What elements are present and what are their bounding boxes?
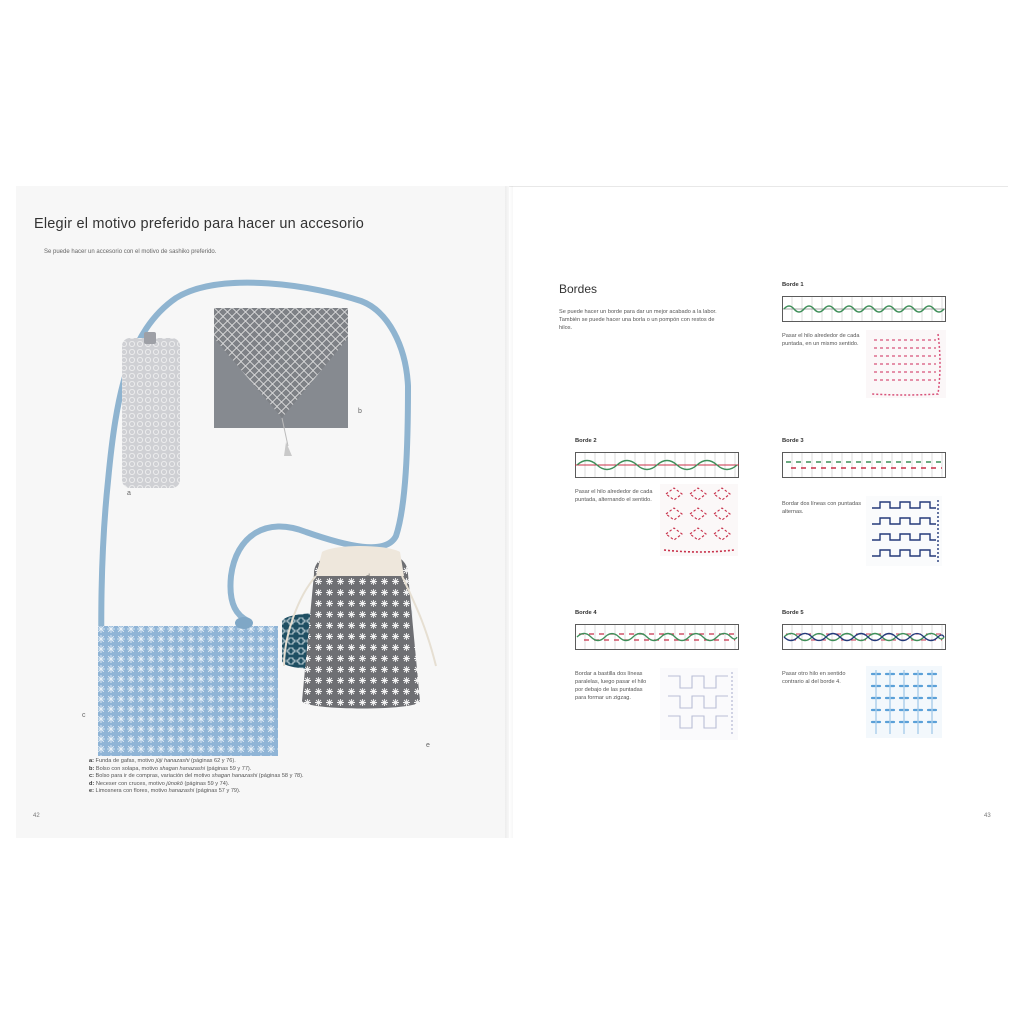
accessories-photo [16,276,509,756]
border-1-label: Borde 1 [782,282,804,288]
caption-e: e: Limosnera con flores, motivo hanazashi (páginas 57 y 79). [89,788,241,795]
caption-a: a: Funda de gafas, motivo jūji hanazashi (páginas 62 y 76). [89,758,236,764]
border-3-label: Borde 3 [782,438,804,444]
photo-letter-b: b [358,408,362,415]
glasses-case [122,332,180,488]
flap-bag [214,308,348,456]
border-5-label: Borde 5 [782,610,804,616]
border-2-swatch [660,484,738,556]
section-intro: Se puede hacer un borde para dar un mejor acabado a la labor. También se puede hacer una borla o un pompón con restos de hilos. [559,309,717,331]
page-number-left: 42 [33,813,40,819]
border-4-swatch [660,668,738,740]
border-1-diagram [782,296,946,322]
border-5-swatch [866,666,942,738]
photo-letter-c: c [82,712,86,719]
caption-b: b: Bolso con solapa, motivo shagan hanazashi (páginas 59 y 77). [89,765,252,772]
shopping-bag [98,626,278,756]
border-2-label: Borde 2 [575,438,597,444]
photo-captions [89,758,304,796]
page-number-right: 43 [984,813,991,819]
border-4-desc: Bordar a bastilla dos líneas paralelas, luego pasar el hilo por debajo de las puntadas para formar un zigzag. [575,671,647,701]
photo-letter-e: e [426,742,430,749]
border-3-desc: Bordar dos líneas con puntadas alternas. [782,501,861,515]
border-4-diagram [575,624,739,650]
border-1-swatch [866,330,946,398]
border-2-diagram [575,452,739,478]
border-5-diagram [782,624,946,650]
border-4-label: Borde 4 [575,610,597,616]
photo-letter-a: a [127,490,131,497]
caption-c: c: Bolso para ir de compras, variación del motivo shagan hanazashi (páginas 58 y 78). [89,773,304,780]
border-3-diagram [782,452,946,478]
border-1-desc: Pasar el hilo alrededor de cada puntada, en un mismo sentido. [782,333,860,347]
page-title: Elegir el motivo preferido para hacer un accesorio [34,216,364,232]
border-5-desc: Pasar otro hilo en sentido contrario al del borde 4. [782,671,846,685]
border-2-desc: Pasar el hilo alrededor de cada puntada, alternando el sentido. [575,489,653,503]
photo-letter-d: d [366,574,370,581]
caption-d: d: Neceser con cruces, motivo jūnokō (páginas 59 y 74). [89,780,230,787]
section-title: Bordes [559,282,598,296]
page-subtitle: Se puede hacer un accesorio con el motivo de sashiko preferido. [44,249,217,255]
border-3-swatch [866,496,942,566]
